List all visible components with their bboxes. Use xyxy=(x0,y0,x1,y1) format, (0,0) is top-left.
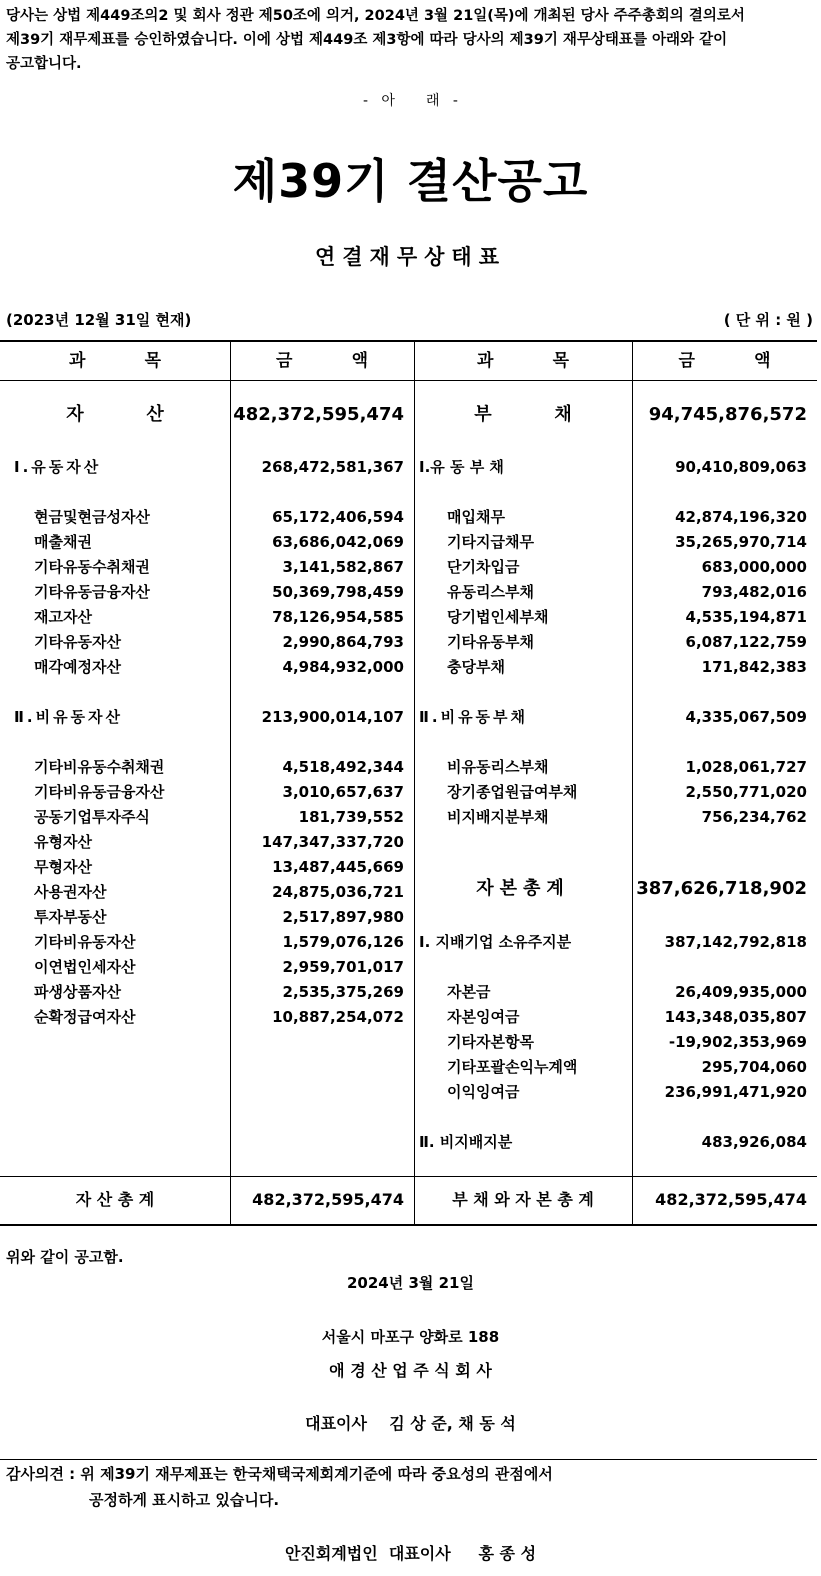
asset-row-label: 순확정급여자산 xyxy=(34,1008,136,1026)
intro-line-3: 공고합니다. xyxy=(6,56,82,72)
audit-opinion-line-2: 공정하게 표시하고 있습니다. xyxy=(89,1491,280,1509)
liability-row-amount: 35,265,970,714 xyxy=(675,533,807,551)
asset-row-amount: 3,141,582,867 xyxy=(282,558,404,576)
liability-row-amount: 26,409,935,000 xyxy=(675,983,807,1001)
liability-row-amount: 6,087,122,759 xyxy=(685,633,807,651)
asset-row-label: 기타비유동수취채권 xyxy=(34,758,165,776)
asset-row-amount: 1,579,076,126 xyxy=(282,933,404,951)
asset-row-label: 재고자산 xyxy=(34,608,92,626)
asset-row-amount: 13,487,445,669 xyxy=(272,858,404,876)
liability-row-amount: 756,234,762 xyxy=(701,808,807,826)
asset-row-label: 무형자산 xyxy=(34,858,92,876)
liability-row-label: 자본총계 xyxy=(476,878,570,899)
asset-row-label: 기타유동수취채권 xyxy=(34,558,150,576)
liability-row-amount: 2,550,771,020 xyxy=(685,783,807,801)
asset-row-amount: 181,739,552 xyxy=(298,808,404,826)
asset-row-label: 파생상품자산 xyxy=(34,983,121,1001)
asset-row-label: 유형자산 xyxy=(34,833,92,851)
company-address: 서울시 마포구 양화로 188 xyxy=(321,1328,500,1346)
asset-row-label: Ⅰ.유동자산 xyxy=(14,458,102,476)
liability-row-label: Ⅱ.비유동부채 xyxy=(419,708,529,726)
liability-row-label: 자본잉여금 xyxy=(447,1008,520,1026)
asset-row-label: Ⅱ.비유동자산 xyxy=(14,708,124,726)
header-left-item: 과 목 xyxy=(68,351,162,371)
closing-statement: 위와 같이 공고함. xyxy=(6,1248,124,1266)
liability-row-label: 장기종업원급여부채 xyxy=(447,783,578,801)
liability-row-amount: 483,926,084 xyxy=(701,1133,807,1151)
statement-subtitle: 연결재무상태표 xyxy=(314,245,506,269)
liability-row-amount: 171,842,383 xyxy=(701,658,807,676)
liability-row-label: 유동리스부채 xyxy=(447,583,534,601)
liability-row-amount: 94,745,876,572 xyxy=(648,404,807,425)
asset-row-amount: 213,900,014,107 xyxy=(261,708,404,726)
liability-row-label: Ⅰ.유 동 부 채 xyxy=(419,458,504,476)
liability-row-label: 부 채 xyxy=(474,404,572,425)
asset-row-label: 현금및현금성자산 xyxy=(34,508,150,526)
liability-row-amount: 387,142,792,818 xyxy=(664,933,807,951)
asset-row-amount: 268,472,581,367 xyxy=(261,458,404,476)
intro-line-1: 당사는 상법 제449조의2 및 회사 정관 제50조에 의거, 2024년 3월 21일(목)에 개최된 당사 주주총회의 결의로서 xyxy=(6,8,745,24)
liability-row-label: 매입채무 xyxy=(447,508,505,526)
liability-row-label: 당기법인세부채 xyxy=(447,608,549,626)
total-liabilities-equity-label: 부 채 와 자 본 총 계 xyxy=(452,1190,594,1209)
asset-row-label: 공동기업투자주식 xyxy=(34,808,150,826)
asset-row-amount: 65,172,406,594 xyxy=(272,508,404,526)
liability-row-label: 이익잉여금 xyxy=(447,1083,520,1101)
asset-row-amount: 4,984,932,000 xyxy=(282,658,404,676)
liability-row-label: 단기차입금 xyxy=(447,558,520,576)
asset-row-amount: 78,126,954,585 xyxy=(272,608,404,626)
asset-row-amount: 147,347,337,720 xyxy=(261,833,404,851)
audit-divider xyxy=(0,1459,817,1460)
representative: 대표이사 김 상 준, 채 동 석 xyxy=(305,1414,516,1433)
column-divider xyxy=(414,342,415,1224)
asset-row-label: 기타비유동금융자산 xyxy=(34,783,165,801)
asset-row-amount: 10,887,254,072 xyxy=(272,1008,404,1026)
liability-row-label: 기타유동부채 xyxy=(447,633,534,651)
liability-row-label: Ⅰ. 지배기업 소유주지분 xyxy=(419,933,572,951)
notice-date: 2024년 3월 21일 xyxy=(347,1274,474,1292)
header-divider xyxy=(0,380,817,381)
liability-row-label: 자본금 xyxy=(447,983,491,1001)
liability-row-amount: 4,335,067,509 xyxy=(685,708,807,726)
balance-sheet-table xyxy=(0,340,817,1226)
asset-row-label: 기타유동금융자산 xyxy=(34,583,150,601)
unit-label: ( 단 위 : 원 ) xyxy=(723,311,813,329)
total-liabilities-equity-amount: 482,372,595,474 xyxy=(655,1190,807,1209)
liability-row-label: 충당부채 xyxy=(447,658,505,676)
auditor-signature: 안진회계법인 대표이사 홍 종 성 xyxy=(284,1544,537,1563)
liability-row-amount: 42,874,196,320 xyxy=(675,508,807,526)
liability-row-label: 기타지급채무 xyxy=(447,533,534,551)
asset-row-amount: 24,875,036,721 xyxy=(272,883,404,901)
asset-row-amount: 2,535,375,269 xyxy=(282,983,404,1001)
asset-row-amount: 2,959,701,017 xyxy=(282,958,404,976)
asset-row-label: 매출채권 xyxy=(34,533,92,551)
header-right-item: 과 목 xyxy=(476,351,570,371)
asset-row-label: 이연법인세자산 xyxy=(34,958,136,976)
as-of-date: (2023년 12월 31일 현재) xyxy=(6,311,192,329)
asset-row-amount: 63,686,042,069 xyxy=(272,533,404,551)
intro-line-2: 제39기 재무제표를 승인하였습니다. 이에 상법 제449조 제3항에 따라 당사의 제39기 재무상태표를 아래와 같이 xyxy=(6,32,728,48)
totals-divider xyxy=(0,1176,817,1177)
company-name: 애 경 산 업 주 식 회 사 xyxy=(329,1361,492,1380)
liability-row-amount: 4,535,194,871 xyxy=(685,608,807,626)
asset-row-amount: 50,369,798,459 xyxy=(272,583,404,601)
total-assets-amount: 482,372,595,474 xyxy=(252,1190,404,1209)
asset-row-amount: 482,372,595,474 xyxy=(233,404,404,425)
asset-row-amount: 4,518,492,344 xyxy=(282,758,404,776)
below-marker: - 아 래 - xyxy=(362,93,458,109)
liability-row-amount: 143,348,035,807 xyxy=(664,1008,807,1026)
header-left-amount: 금 액 xyxy=(275,351,369,371)
liability-row-amount: 1,028,061,727 xyxy=(685,758,807,776)
liability-row-amount: 236,991,471,920 xyxy=(664,1083,807,1101)
liability-row-label: Ⅱ. 비지배지분 xyxy=(419,1133,513,1151)
liability-row-amount: 683,000,000 xyxy=(701,558,807,576)
header-right-amount: 금 액 xyxy=(678,351,771,371)
liability-row-amount: 295,704,060 xyxy=(701,1058,807,1076)
asset-row-amount: 2,990,864,793 xyxy=(282,633,404,651)
liability-row-label: 기타자본항목 xyxy=(447,1033,534,1051)
audit-opinion-line-1: 감사의견 : 위 제39기 재무제표는 한국채택국제회계기준에 따라 중요성의 관점에서 xyxy=(6,1465,553,1483)
liability-row-amount: 793,482,016 xyxy=(701,583,807,601)
liability-row-amount: 387,626,718,902 xyxy=(636,878,807,899)
intro-paragraph xyxy=(6,4,818,76)
asset-row-label: 기타유동자산 xyxy=(34,633,121,651)
liability-row-label: 비지배지분부채 xyxy=(447,808,549,826)
total-assets-label: 자 산 총 계 xyxy=(75,1190,155,1209)
liability-row-amount: 90,410,809,063 xyxy=(675,458,807,476)
liability-row-label: 기타포괄손익누계액 xyxy=(447,1058,578,1076)
liability-row-amount: -19,902,353,969 xyxy=(668,1033,807,1051)
asset-row-label: 자 산 xyxy=(66,404,164,425)
asset-row-label: 기타비유동자산 xyxy=(34,933,136,951)
asset-row-amount: 2,517,897,980 xyxy=(282,908,404,926)
asset-row-label: 사용권자산 xyxy=(34,883,107,901)
asset-row-amount: 3,010,657,637 xyxy=(282,783,404,801)
asset-row-label: 매각예정자산 xyxy=(34,658,121,676)
page-title: 제39기 결산공고 xyxy=(232,154,589,208)
liability-row-label: 비유동리스부채 xyxy=(447,758,549,776)
asset-row-label: 투자부동산 xyxy=(34,908,107,926)
